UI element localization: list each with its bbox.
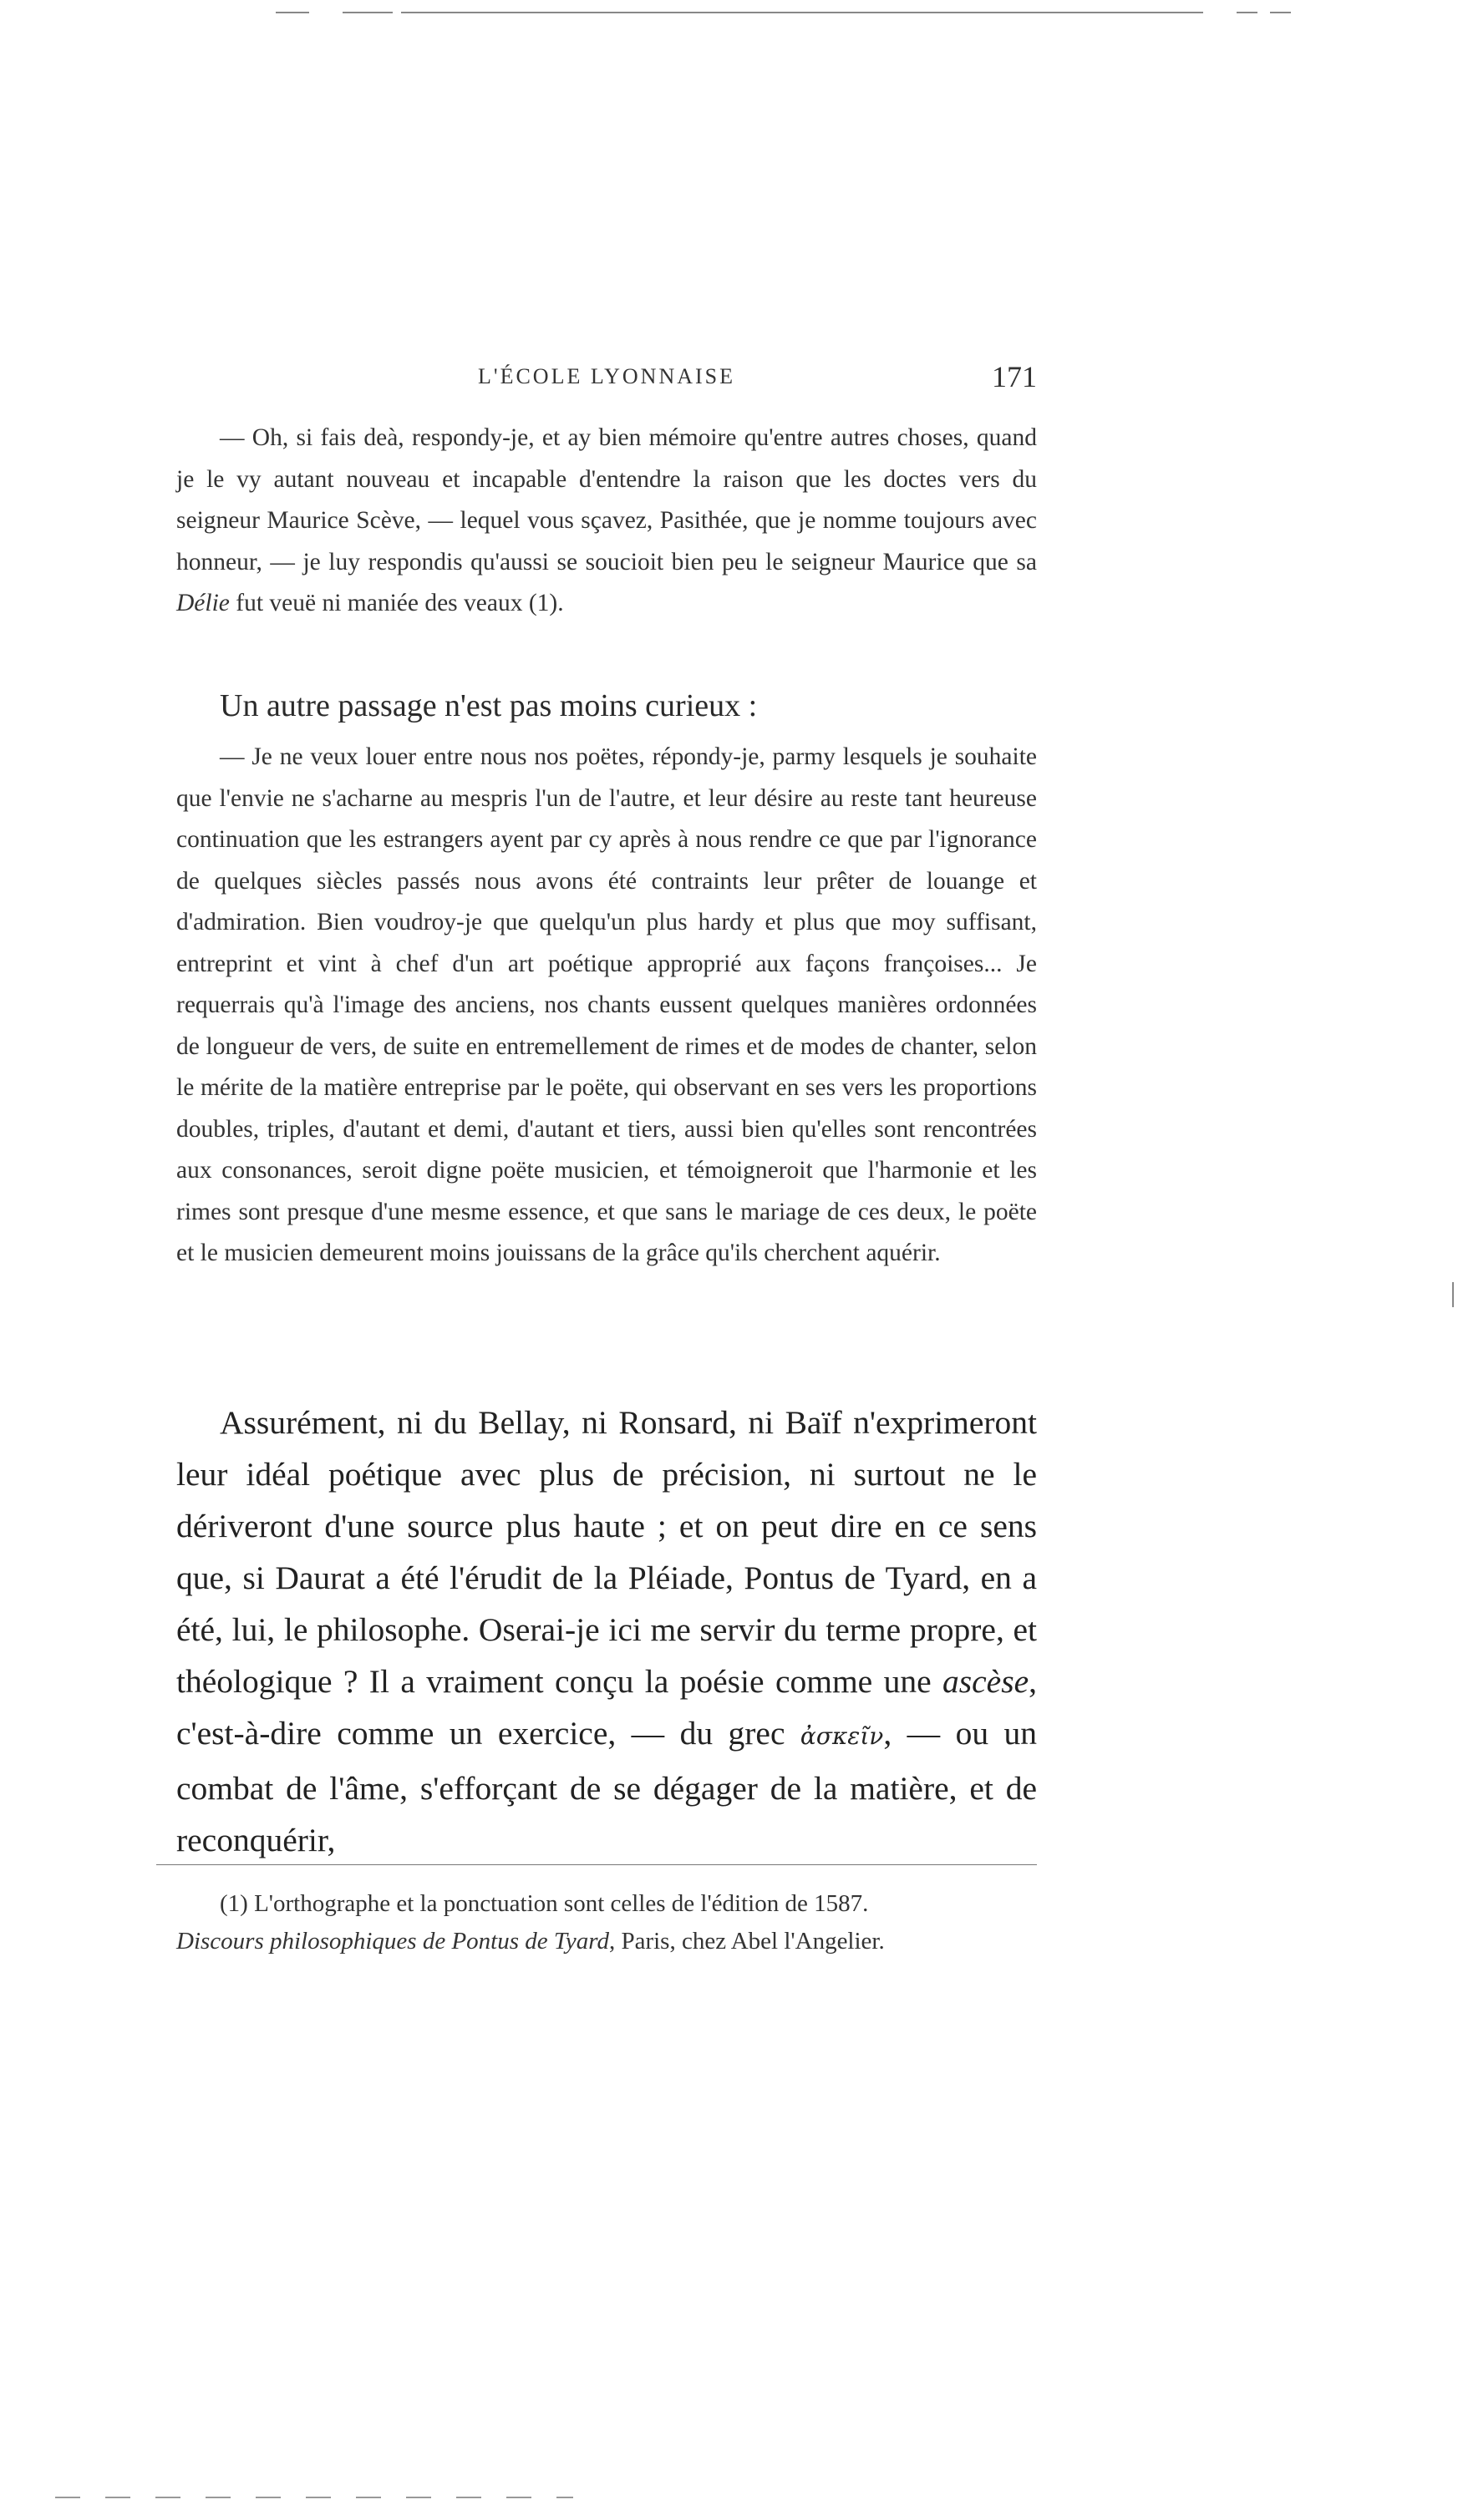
footnote-source-end: , Paris, chez Abel l'Angelier. bbox=[608, 1928, 885, 1955]
margin-mark bbox=[1452, 1282, 1454, 1307]
footnote bbox=[176, 1885, 1037, 1960]
scan-dash-bottom bbox=[406, 2497, 431, 2498]
scan-dash-bottom bbox=[206, 2497, 231, 2498]
body-part-one: Assurément, ni du Bellay, ni Ronsard, ni Baïf n'exprimeront leur idéal poétique avec plus de précision, ni surtout ne le dériveront d'une source plus haute ; et on peut dire en ce sens que, si Daurat a été l'érudit de la Pléiade, Pontus de Tyard, en a été, lui, le philosophe. Oserai-je ici me servir du terme propre, et théologique ? Il a vraiment conçu la poésie comme une bbox=[176, 1404, 1037, 1700]
transition-line bbox=[176, 685, 1037, 727]
quote-block-two bbox=[176, 737, 1037, 1275]
scan-dash-bottom bbox=[55, 2497, 80, 2498]
scan-dash-bottom bbox=[456, 2497, 481, 2498]
quote-block-one bbox=[176, 418, 1037, 625]
ascese-word: ascèse bbox=[942, 1663, 1029, 1700]
footnote-marker: (1) bbox=[220, 1890, 248, 1917]
body-part-three: , — ou un combat de l'âme, s'efforçant de se dégager de la matière, et de reconquérir, bbox=[176, 1715, 1038, 1858]
quote-paragraph-one bbox=[176, 418, 1037, 625]
scan-dash-bottom bbox=[556, 2497, 573, 2498]
scan-dash-bottom bbox=[155, 2497, 180, 2498]
scan-line-top bbox=[401, 12, 1203, 13]
body-part-two: , c'est-à-dire comme un exercice, — du grec bbox=[176, 1663, 1037, 1752]
scan-dash-top bbox=[343, 12, 393, 13]
scan-dash-top bbox=[1270, 12, 1291, 13]
scan-dash-top bbox=[1237, 12, 1257, 13]
scan-dash-bottom bbox=[356, 2497, 381, 2498]
scan-dash-bottom bbox=[306, 2497, 331, 2498]
footnote-body: L'orthographe et la ponctuation sont celles de l'édition de 1587. bbox=[247, 1890, 869, 1917]
body-paragraph-text bbox=[176, 1397, 1037, 1866]
transition-sentence: Un autre passage n'est pas moins curieux : bbox=[220, 688, 758, 723]
running-header bbox=[176, 360, 1037, 406]
quote-paragraph-two: — Je ne veux louer entre nous nos poëtes, répondy-je, parmy lesquels je souhaite que l'envie ne s'acharne au mespris l'un de l'autre, et leur désire au reste tant heureuse continuation que les estrangers ayent par cy après à nous rendre ce que par l'ignorance de quelques siècles passés nous avons été contraints leur prêter de louange et d'admiration. Bien voudroy-je que quelqu'un plus hardy et plus que moy suffisant, entreprint et vint à chef d'un art poétique approprié aux façons françoises... Je requerrais qu'à l'image des anciens, nos chants eussent quelques manières ordonnées de longueur de vers, de suite en entremellement de rimes et de modes de chanter, selon le mérite de la matière entreprise par le poëte, qui observant en ses vers les proportions doubles, triples, d'autant et demi, d'autant et tiers, aussi bien qu'elles sont rencontrées aux consonances, seroit digne poëte musicien, et témoigneroit que l'harmonie et les rimes sont presque d'une mesme essence, et que sans le mariage de ces deux, le poëte et le musicien demeurent moins jouissans de la grâce qu'ils cherchent aquérir. bbox=[176, 743, 1037, 1266]
body-paragraph bbox=[176, 1397, 1037, 1866]
scan-dash-bottom bbox=[256, 2497, 281, 2498]
footnote-source-title: Discours philosophiques de Pontus de Tyard bbox=[176, 1928, 609, 1955]
greek-word: ἀσκεῖν bbox=[800, 1722, 884, 1750]
footnote-separator bbox=[156, 1864, 1037, 1865]
scan-dash-bottom bbox=[105, 2497, 130, 2498]
quote-one-end: fut veuë ni maniée des veaux (1). bbox=[229, 590, 564, 616]
quote-one-text: — Oh, si fais deà, respondy-je, et ay bien mémoire qu'entre autres choses, quand je le vy autant nouveau et incapable d'entendre la raison que les doctes vers du seigneur Maurice Scève, — lequel vous sçavez, Pasithée, que je nomme toujours avec honneur, — je luy respondis qu'aussi se soucioit bien peu le seigneur Maurice que sa bbox=[176, 424, 1037, 575]
running-title: L'ÉCOLE LYONNAISE bbox=[478, 364, 735, 388]
delie-title: Délie bbox=[176, 590, 230, 616]
footnote-text bbox=[176, 1885, 1037, 1960]
scan-dash-bottom bbox=[506, 2497, 531, 2498]
scan-dash-top bbox=[276, 12, 309, 13]
page-number: 171 bbox=[992, 360, 1037, 393]
